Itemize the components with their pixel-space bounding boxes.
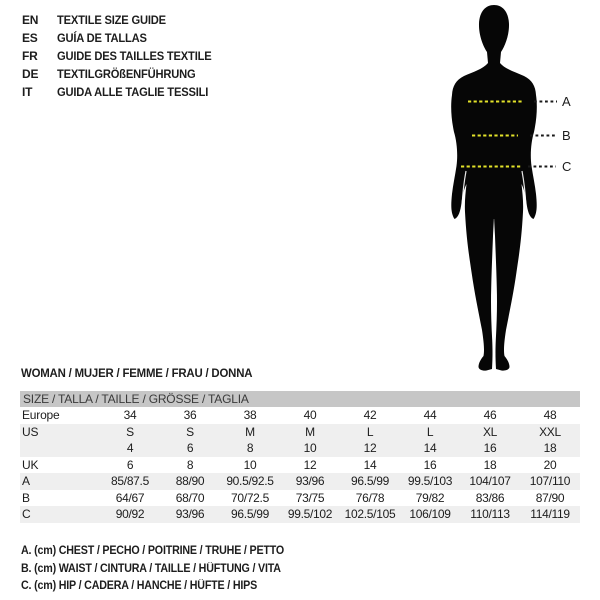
table-row-label: C [22, 507, 31, 521]
table-row [20, 490, 580, 507]
table-cell: 96.5/99 [231, 507, 269, 521]
table-cell: 85/87.5 [111, 474, 149, 488]
table-cell: 93/96 [175, 507, 205, 521]
language-code: FR [22, 49, 38, 63]
table-row [20, 424, 580, 441]
language-code: EN [22, 13, 39, 27]
table-row-label [20, 440, 100, 457]
table-cell: 40 [303, 408, 317, 422]
table-cell: 87/90 [535, 490, 565, 505]
table-cell: 46 [483, 408, 497, 422]
table-cell: 102.5/105 [344, 507, 396, 521]
table-cell: XL [482, 424, 498, 439]
table-cell: 10 [243, 457, 257, 472]
table-cell: 48 [543, 408, 557, 422]
language-list [22, 11, 223, 101]
language-row [22, 65, 223, 83]
table-cell: 107/110 [529, 474, 571, 488]
table-cell: 12 [303, 457, 317, 472]
legend-line: A. (cm) CHEST / PECHO / POITRINE / TRUHE / PETTO [21, 545, 285, 557]
table-cell: 14 [423, 441, 437, 455]
size-table-body [20, 407, 580, 523]
table-cell: 88/90 [175, 474, 205, 488]
table-cell: 38 [243, 408, 257, 422]
table-cell: 8 [246, 441, 254, 455]
table-cell: 6 [186, 441, 194, 455]
table-cell: 104/107 [469, 474, 511, 488]
size-table [20, 391, 580, 523]
table-cell: 8 [186, 457, 194, 472]
table-row-label: US [22, 424, 39, 439]
gender-title: WOMAN / MUJER / FEMME / FRAU / DONNA [21, 366, 253, 380]
language-code: IT [22, 85, 33, 99]
language-code: DE [22, 67, 39, 81]
table-cell: 99.5/103 [407, 474, 453, 488]
language-label: GUIDA ALLE TAGLIE TESSILI [57, 85, 209, 99]
table-cell: 114/119 [530, 507, 570, 521]
language-row [22, 29, 223, 47]
table-cell: 68/70 [175, 490, 205, 505]
table-row [20, 457, 580, 474]
table-cell: 16 [423, 457, 437, 472]
size-table-header: SIZE / TALLA / TAILLE / GRÖSSE / TAGLIA [20, 391, 580, 407]
table-cell: 90/92 [115, 507, 145, 521]
language-label: TEXTILGRÖßENFÜHRUNG [57, 67, 196, 81]
table-cell: S [126, 424, 134, 439]
table-cell: 110/113 [470, 507, 510, 521]
table-row [20, 473, 580, 490]
table-cell: S [186, 424, 194, 439]
table-row [20, 407, 580, 424]
table-cell: 93/96 [295, 474, 325, 488]
table-cell: 64/67 [115, 490, 145, 505]
table-row-label: UK [22, 457, 39, 472]
table-row-label: A [22, 474, 30, 488]
table-cell: 90.5/92.5 [226, 474, 274, 488]
table-cell: 20 [543, 457, 557, 472]
table-cell: 79/82 [415, 490, 445, 505]
language-row [22, 11, 223, 29]
table-cell: 106/109 [409, 507, 451, 521]
table-row [20, 506, 580, 523]
table-cell: 76/78 [355, 490, 385, 505]
table-cell: 18 [483, 457, 497, 472]
table-cell: 18 [543, 441, 557, 455]
table-cell: 10 [303, 441, 317, 455]
table-cell: M [305, 424, 315, 439]
table-cell: 4 [126, 441, 134, 455]
table-cell: 42 [363, 408, 377, 422]
woman-silhouette [451, 5, 537, 371]
language-label: GUÍA DE TALLAS [57, 31, 147, 45]
table-cell: 96.5/99 [351, 474, 389, 488]
table-row-label: Europe [22, 408, 60, 422]
table-cell: 70/72.5 [231, 490, 269, 505]
woman-silhouette-figure [430, 0, 600, 385]
table-cell: XXL [539, 424, 561, 439]
table-cell: L [426, 424, 434, 439]
language-row [22, 47, 223, 65]
table-cell: 12 [363, 441, 377, 455]
marker-label-a: A [562, 94, 571, 109]
language-row [22, 83, 223, 101]
table-row [20, 440, 580, 457]
language-label: TEXTILE SIZE GUIDE [57, 13, 166, 27]
table-cell: L [366, 424, 374, 439]
table-cell: 44 [423, 408, 437, 422]
table-cell: M [245, 424, 255, 439]
language-label: GUIDE DES TAILLES TEXTILE [57, 49, 212, 63]
table-cell: 36 [183, 408, 197, 422]
language-code: ES [22, 31, 38, 45]
marker-label-c: C [562, 159, 572, 174]
table-cell: 34 [123, 408, 137, 422]
table-cell: 73/75 [295, 490, 325, 505]
legend-line: B. (cm) WAIST / CINTURA / TAILLE / HÜFTUNG / VITA [21, 562, 281, 575]
table-cell: 6 [126, 457, 134, 472]
table-cell: 99.5/102 [287, 507, 333, 521]
table-cell: 14 [363, 457, 377, 472]
measurement-legend [21, 543, 304, 596]
legend-line: C. (cm) HIP / CADERA / HANCHE / HÜFTE / HIPS [21, 580, 258, 592]
marker-label-b: B [562, 128, 571, 143]
table-cell: 16 [483, 441, 497, 455]
table-row-label: B [22, 490, 30, 505]
table-cell: 83/86 [475, 490, 505, 505]
